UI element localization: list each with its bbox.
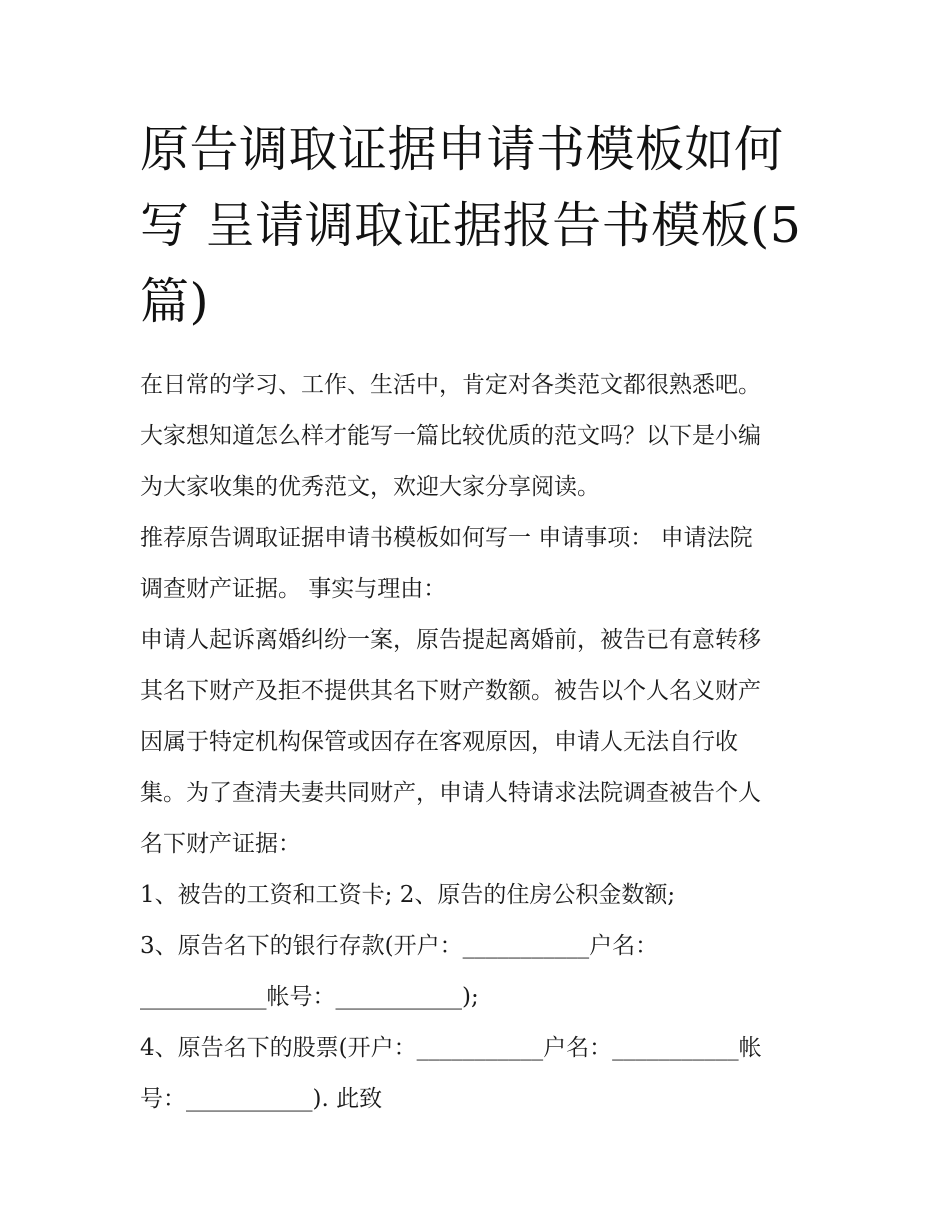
title-line: 写 呈请调取证据报告书模板(5 [140,197,802,254]
request-line: 调查财产证据。 事实与理由： [140,576,447,602]
intro-line: 在日常的学习、工作、生活中，肯定对各类范文都很熟悉吧。 [140,372,761,398]
title-line: 原告调取证据申请书模板如何 [140,121,784,178]
intro-line: 为大家收集的优秀范文，欢迎大家分享阅读。 [140,474,600,500]
evidence-item: ___________帐号：___________); [140,984,479,1010]
facts-line: 集。为了查清夫妻共同财产，申请人特请求法院调查被告个人 [140,780,761,806]
facts-line: 其名下财产及拒不提供其名下财产数额。被告以个人名义财产 [140,678,761,704]
facts-line: 因属于特定机构保管或因存在客观原因，申请人无法自行收 [140,729,738,755]
evidence-item: 号：___________). 此致 [140,1086,383,1112]
document-page [140,112,820,1125]
evidence-item: 1、被告的工资和工资卡; 2、原告的住房公积金数额; [140,882,676,908]
facts-line: 名下财产证据： [140,831,301,857]
request-line: 推荐原告调取证据申请书模板如何写一 申请事项： 申请法院 [140,525,753,551]
evidence-item: 4、原告名下的股票(开户：___________户名：___________帐 [140,1035,762,1061]
title-line: 篇) [140,273,210,330]
evidence-item: 3、原告名下的银行存款(开户：___________户名： [140,933,659,959]
intro-line: 大家想知道怎么样才能写一篇比较优质的范文吗？以下是小编 [140,423,761,449]
document-body [140,360,820,1125]
facts-line: 申请人起诉离婚纠纷一案，原告提起离婚前，被告已有意转移 [140,627,761,653]
document-title [140,112,820,340]
